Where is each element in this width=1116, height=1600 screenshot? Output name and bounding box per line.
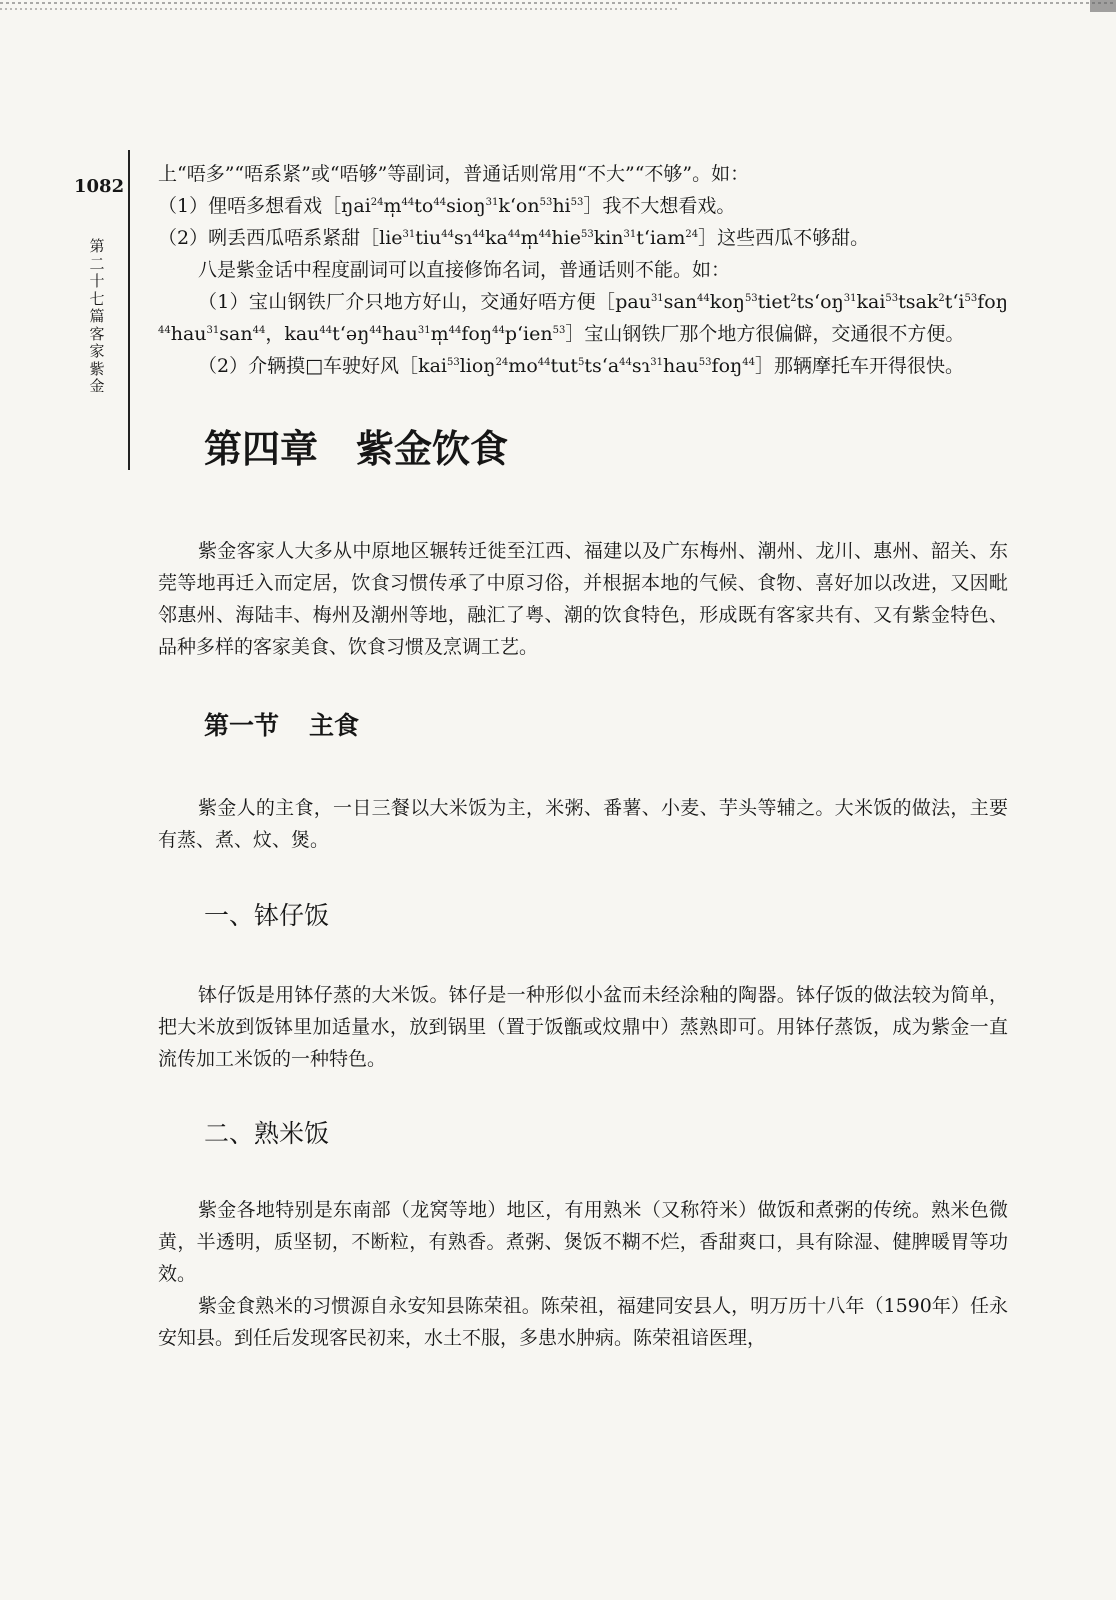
tone-number: 31: [623, 229, 637, 240]
section-title: 第一节 主食: [204, 711, 360, 740]
tone-number: 53: [744, 293, 758, 304]
intro-line: 上“唔多”“唔系紧”或“唔够”等副词，普通话则常用“不大”“不够”。如：: [158, 163, 750, 185]
body-paragraph: 钵仔饭是用钵仔蒸的大米饭。钵仔是一种形似小盆而未经涂釉的陶器。钵仔饭的做法较为简单，把大米放到饭钵里加适量水，放到锅里（置于饭甑或炆鼎中）蒸熟即可。用钵仔蒸饭，成为紫金一直流传加工米饭的一种特色。: [158, 984, 1008, 1070]
page-number: 1082: [74, 176, 125, 197]
tone-number: 44: [538, 229, 552, 240]
subsection-title: 一、钵仔饭: [204, 901, 330, 930]
tone-number: 44: [441, 229, 454, 240]
tone-number: 5: [578, 357, 585, 368]
point-eight: 八是紫金话中程度副词可以直接修饰名词，普通话则不能。如：: [198, 259, 731, 281]
tone-number: 2: [790, 293, 797, 304]
tone-number: 53: [446, 357, 460, 368]
tone-number: 31: [206, 325, 220, 336]
body-paragraph: 紫金食熟米的习惯源自永安知县陈荣祖。陈荣祖，福建同安县人，明万历十八年（1590年）任永安知县。到任后发现客民初来，水土不服，多患水肿病。陈荣祖谙医理，: [158, 1295, 1008, 1349]
tone-number: 44: [492, 325, 505, 336]
tone-number: 44: [472, 229, 486, 240]
ipa-transcription: $lie^{31}tiu^{44}sɿ^{44}ka^{44}m̩^{44}hie^{53}kin^{31}t‘iam^{24}$: [379, 227, 699, 249]
ipa-transcription: $kai^{53}lioŋ^{24}mo^{44}tut^5ts‘a^{44}sɿ^{31}hau^{53}foŋ^{44}$: [418, 355, 755, 377]
tone-number: 44: [319, 325, 333, 336]
page-content: [158, 158, 1008, 1354]
scan-edge: [0, 0, 1116, 14]
example-line: （2）咧丢西瓜唔系紧甜$[lie^{31}tiu^{44}sɿ^{44}ka^{44}m̩^{44}hie^{53}kin^{31}t‘iam^{24}]$这些西瓜不够甜。: [158, 227, 870, 249]
tone-number: 44: [433, 197, 447, 208]
tone-number: 2: [938, 293, 945, 304]
tone-number: 31: [402, 229, 416, 240]
tone-number: 53: [580, 229, 594, 240]
tone-number: 31: [843, 293, 857, 304]
tone-number: 53: [570, 197, 584, 208]
section-intro: 紫金人的主食，一日三餐以大米饭为主，米粥、番薯、小麦、芋头等辅之。大米饭的做法，主要有蒸、煮、炆、煲。: [158, 797, 1008, 851]
tone-number: 44: [401, 197, 415, 208]
tone-number: 31: [485, 197, 499, 208]
tone-number: 44: [507, 229, 521, 240]
tone-number: 44: [619, 357, 632, 368]
tone-number: 53: [539, 197, 553, 208]
ipa-transcription: $ŋai^{24}m̩^{44}to^{44}sioŋ^{31}k‘on^{53}hi^{53}$: [341, 195, 584, 217]
body-paragraph: 紫金各地特别是东南部（龙窝等地）地区，有用熟米（又称符米）做饭和煮粥的传统。熟米色微黄，半透明，质坚韧，不断粒，有熟香。煮粥、煲饭不糊不烂，香甜爽口，具有除湿、健脾暖胃等功效。: [158, 1199, 1008, 1285]
example-line: （2）介辆摸□车驶好风$[kai^{53}lioŋ^{24}mo^{44}tut^5ts‘a^{44}sɿ^{31}hau^{53}foŋ^{44}]$那辆摩托车开得很快。: [198, 355, 965, 377]
example-line: （1）俚唔多想看戏$[ŋai^{24}m̩^{44}to^{44}sioŋ^{31}k‘on^{53}hi^{53}]$我不大想看戏。: [158, 195, 736, 217]
tone-number: 31: [417, 325, 431, 336]
tone-number: 53: [698, 357, 712, 368]
tone-number: 24: [370, 197, 384, 208]
tone-number: 24: [495, 357, 509, 368]
tone-number: 53: [885, 293, 899, 304]
tone-number: 44: [369, 325, 383, 336]
tone-number: 44: [697, 293, 710, 304]
tone-number: 44: [252, 325, 266, 336]
tone-number: 44: [742, 357, 755, 368]
margin-rule: [128, 150, 130, 470]
chapter-intro: 紫金客家人大多从中原地区辗转迁徙至江西、福建以及广东梅州、潮州、龙川、惠州、韶关、东莞等地再迁入而定居，饮食习惯传承了中原习俗，并根据本地的气候、食物、喜好加以改进，又因毗邻惠州、海陆丰、梅州及潮州等地，融汇了粤、潮的饮食特色，形成既有客家共有、又有紫金特色、品种多样的客家美食、饮食习惯及烹调工艺。: [158, 540, 1008, 658]
chapter-title: 第四章 紫金饮食: [204, 427, 509, 471]
tone-number: 44: [158, 325, 171, 336]
example-line: （1）宝山钢铁厂介只地方好山，交通好唔方便$[pau^{31}san^{44}koŋ^{53}tiet^2ts‘oŋ^{31}kai^{53}tsak^2t‘i^{53}foŋ^{44}hau^{31}san^{44}$，kau$^{44}$t‘əŋ$^{44}$hau$^{31}$m̩$^{44}$foŋ$^{44}$p‘ien$^{53}$］宝山钢铁厂那个地方很偏僻，交通很不方便。: [158, 291, 1008, 345]
ipa-transcription: $pau^{31}san^{44}koŋ^{53}tiet^2ts‘oŋ^{31}kai^{53}tsak^2t‘i^{53}foŋ^{44}hau^{31}san^{44}$，kau$^{44}$t‘əŋ$^{44}$hau$^{31}$m̩$^{44}$foŋ$^{44}$p‘ien$^{53}$: [158, 291, 1008, 345]
tone-number: 44: [537, 357, 551, 368]
tone-number: 53: [552, 325, 566, 336]
tone-number: 44: [448, 325, 462, 336]
tone-number: 53: [964, 293, 978, 304]
subsection-title: 二、熟米饭: [204, 1119, 330, 1148]
tone-number: 24: [685, 229, 699, 240]
running-head: 第二十七篇 客家紫金: [89, 237, 120, 395]
tone-number: 31: [650, 293, 664, 304]
tone-number: 31: [650, 357, 663, 368]
